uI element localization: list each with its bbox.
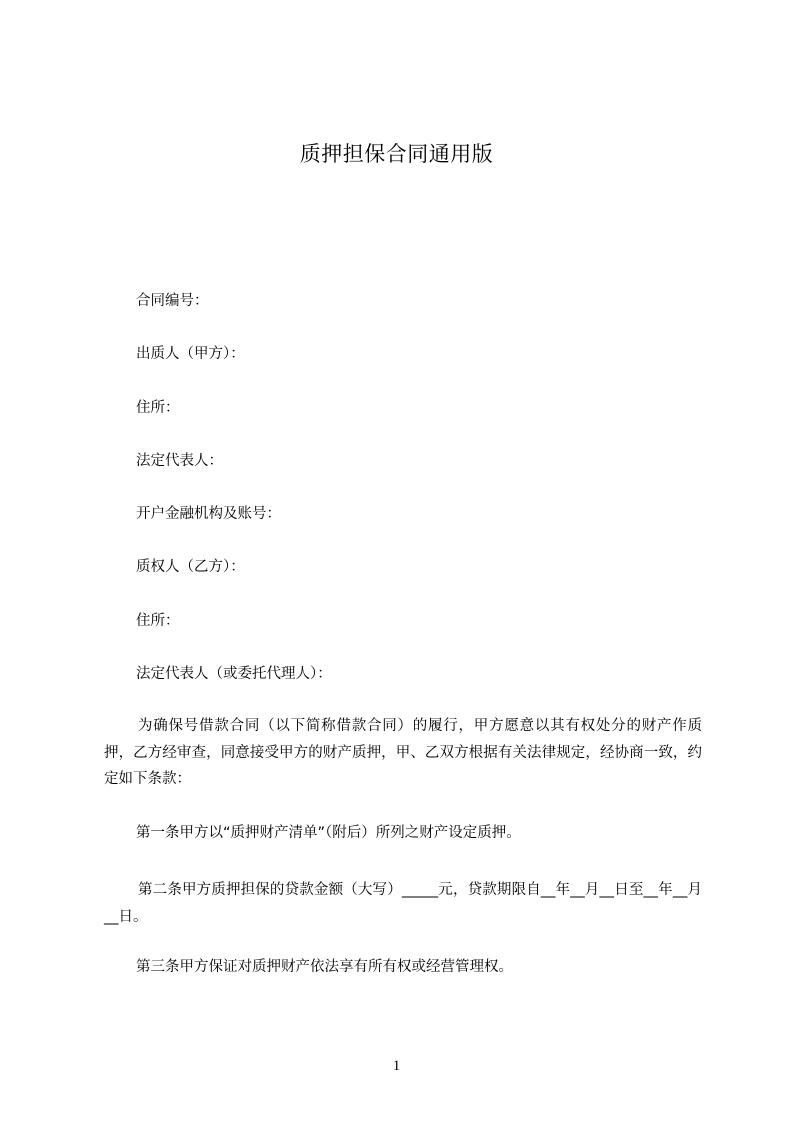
pledgee-address-field: 住所： (136, 613, 180, 629)
pledgor-address-field: 住所： (136, 400, 180, 416)
contract-number-field: 合同编号： (136, 293, 209, 309)
pledgor-bank-account-field: 开户金融机构及账号： (136, 506, 281, 522)
pledgor-legal-representative-field: 法定代表人： (136, 453, 223, 469)
document-title: 质押担保合同通用版 (299, 142, 494, 166)
article-1: 第一条甲方以“质押财产清单”（附后）所列之财产设定质押。 (136, 825, 521, 841)
preamble-paragraph: 为确保号借款合同（以下简称借款合同）的履行，甲方愿意以其有权处分的财产作质押，乙方经审查，同意接受甲方的财产质押，甲、乙双方根据有关法律规定，经协商一致，约定如下条款： (104, 718, 702, 787)
pledgee-legal-representative-field: 法定代表人（或委托代理人）： (136, 666, 332, 682)
article-3: 第三条甲方保证对质押财产依法享有所有权或经营管理权。 (136, 959, 513, 975)
pledgee-field: 质权人（乙方）： (136, 559, 245, 575)
page-number: 1 (392, 1058, 401, 1074)
article-2: 第二条甲方质押担保的贷款金额（大写）_____元，贷款期限自__年__月__日至__年__月__日。 (104, 882, 702, 925)
pledgor-field: 出质人（甲方）： (136, 346, 245, 362)
